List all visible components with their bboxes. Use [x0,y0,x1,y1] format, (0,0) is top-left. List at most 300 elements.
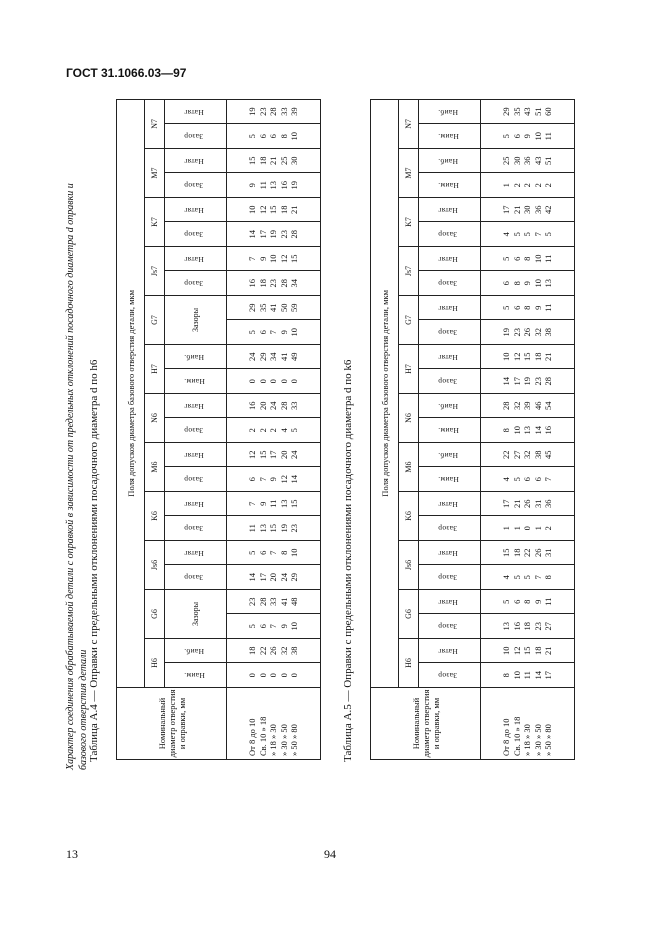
col-k6: K6 [145,492,165,541]
cell-value: 23 [247,597,258,606]
sub-zazor: Зазор [165,565,227,590]
cell-value: 36 [532,205,543,214]
cell-value: 6 [257,330,268,335]
cell-value: 10 [511,426,522,435]
sub-zazor: Зазор [165,271,227,296]
nom-dia-header: Номинальный диаметр отверстия и оправки, мм [371,688,481,760]
cell-value: 7 [543,477,554,482]
cell-value: 8 [501,673,512,678]
cell-value: 22 [257,646,268,655]
cell-value: 48 [289,597,300,606]
cell-value: 4 [501,477,512,482]
cell-value: 2 [522,183,533,188]
cell-value: 10 [268,254,279,263]
cell-value: 5 [247,134,258,139]
cell-value: 5 [247,330,258,335]
cell-value: 8 [278,550,289,555]
cell-value: 12 [247,450,258,459]
cell-value: 10 [532,254,543,263]
col-g7: G7 [145,296,165,345]
cell-value: 0 [289,673,300,678]
sub-natyag: Натяг [165,394,227,419]
cell-value: 14 [289,475,300,484]
cell-value: 34 [268,352,279,361]
page-number: 94 [324,847,336,861]
cell-value: 13 [278,499,289,508]
cell-value: 14 [501,377,512,386]
cell-value: 16 [543,426,554,435]
col-h7: H7 [399,345,419,394]
sub-zazory: Зазоры [165,590,227,639]
cell-value: 13 [257,524,268,533]
data-cell [481,99,575,124]
cell-value: 0 [268,673,279,678]
cell-value: 15 [289,254,300,263]
cell-value: 14 [532,671,543,680]
data-cell [227,99,321,124]
cell-value: 28 [278,279,289,288]
cell-value: 16 [247,401,258,410]
cell-value: 50 [278,303,289,312]
cell-value: 15 [289,499,300,508]
cell-value: 5 [522,232,533,237]
col-k6: K6 [399,492,419,541]
data-cell [227,663,321,688]
sub-zazor: Зазор [419,614,481,639]
cell-value: 19 [501,328,512,337]
cell-value: 12 [511,352,522,361]
sub-zazor: Зазор [419,663,481,688]
cell-value: 43 [522,107,533,116]
cell-value: 17 [543,671,554,680]
cell-value: 51 [543,156,554,165]
col-n7: N7 [399,99,419,148]
cell-value: 8 [522,256,533,261]
sub-zazor: Зазор [419,222,481,247]
cell-value: 4 [278,428,289,433]
cell-value: 6 [501,281,512,286]
data-cell [481,394,575,419]
col-m6: M6 [145,443,165,492]
cell-value: 8 [501,428,512,433]
col-h7: H7 [145,345,165,394]
cell-value: 5 [501,256,512,261]
cell-value: 17 [257,230,268,239]
cell-value: 32 [511,401,522,410]
cell-value: 9 [532,599,543,604]
cell-value: 5 [522,575,533,580]
cell-value: 10 [289,622,300,631]
data-cell [481,614,575,639]
data-cell [227,222,321,247]
cell-value: 34 [289,279,300,288]
cell-value: 0 [268,379,279,384]
cell-value: 33 [289,401,300,410]
table-a5 [370,100,575,760]
cell-value: 5 [247,624,258,629]
sub-natyag: Натяг [419,639,481,664]
cell-value: 26 [522,499,533,508]
cell-value: 16 [247,279,258,288]
data-cell [227,345,321,370]
cell-value: 39 [522,401,533,410]
cell-value: 29 [247,303,258,312]
cell-value: 38 [532,450,543,459]
col-m6: M6 [399,443,419,492]
cell-value: 23 [511,328,522,337]
data-cell [481,222,575,247]
cell-value: 28 [278,401,289,410]
cell-value: 20 [278,450,289,459]
sub-zazor: Зазор [165,124,227,149]
cell-value: 26 [532,548,543,557]
data-cell [481,369,575,394]
data-cell [481,149,575,174]
sub-naib: Наиб. [419,443,481,468]
table-a4 [116,100,321,760]
col-js6: Js6 [399,541,419,590]
col-n6: N6 [399,394,419,443]
cell-value: 0 [247,673,258,678]
data-cell [227,565,321,590]
cell-value: 29 [257,352,268,361]
table-a5-title: Таблица А.5 — Оправки с предельными отклонениями посадочного диаметра d по k6 [342,359,354,762]
cell-value: 7 [532,232,543,237]
sub-natyag: Натяг [165,443,227,468]
cell-value: 15 [522,646,533,655]
cell-value: 8 [522,599,533,604]
cell-value: 6 [511,134,522,139]
sub-natyag: Натяг [165,149,227,174]
row-labels: От 8 до 10 Св. 10 » 18 » 18 » 30 » 30 » 50 » 50 » 80 [481,688,575,760]
cell-value: 0 [522,526,533,531]
cell-value: 21 [511,499,522,508]
cell-value: 15 [257,450,268,459]
cell-value: 9 [278,624,289,629]
cell-value: 51 [532,107,543,116]
col-js7: Js7 [145,247,165,296]
sub-natyag: Натяг [165,247,227,272]
data-cell [227,369,321,394]
cell-value: 13 [543,279,554,288]
cell-value: 23 [532,622,543,631]
cell-value: 7 [247,501,258,506]
sub-naim: Наим. [165,369,227,394]
cell-value: 14 [247,230,258,239]
cell-value: 10 [532,132,543,141]
sub-natyag: Натяг [419,541,481,566]
cell-value: 19 [522,377,533,386]
cell-value: 2 [543,183,554,188]
cell-value: 2 [247,428,258,433]
col-g6: G6 [145,590,165,639]
cell-value: 30 [522,205,533,214]
cell-value: 1 [501,526,512,531]
sub-zazor: Зазор [165,222,227,247]
col-h6: H6 [399,639,419,688]
cell-value: 10 [501,352,512,361]
cell-value: 2 [268,428,279,433]
cell-value: 2 [532,183,543,188]
cell-value: 11 [268,499,279,508]
cell-value: 49 [289,352,300,361]
cell-value: 14 [247,573,258,582]
cell-value: 60 [543,107,554,116]
cell-value: 9 [257,256,268,261]
cell-value: 21 [543,646,554,655]
cell-value: 0 [257,379,268,384]
cell-value: 17 [511,377,522,386]
data-cell [227,541,321,566]
page-number-left: 13 [66,847,78,861]
sub-naim: Наим. [165,663,227,688]
col-k7: K7 [145,198,165,247]
cell-value: 16 [278,181,289,190]
cell-value: 13 [522,426,533,435]
cell-value: 6 [511,599,522,604]
cell-value: 13 [268,181,279,190]
cell-value: 11 [543,597,554,606]
cell-value: 28 [257,597,268,606]
cell-value: 11 [543,132,554,141]
data-cell [481,198,575,223]
sub-zazor: Зазор [165,173,227,198]
cell-value: 15 [501,548,512,557]
cell-value: 46 [532,401,543,410]
sub-zazor: Зазор [419,271,481,296]
cell-value: 2 [511,183,522,188]
cell-value: 18 [278,205,289,214]
data-cell [227,443,321,468]
cell-value: 19 [268,230,279,239]
sub-naim: Наим. [419,418,481,443]
sub-natyag: Натяг [419,247,481,272]
sub-natyag: Натяг [419,590,481,615]
cell-value: 23 [257,107,268,116]
cell-value: 5 [247,550,258,555]
cell-value: 24 [289,450,300,459]
cell-value: 21 [268,156,279,165]
cell-value: 17 [268,450,279,459]
cell-value: 8 [278,134,289,139]
col-n6: N6 [145,394,165,443]
data-cell [481,320,575,345]
cell-value: 32 [278,646,289,655]
cell-value: 30 [511,156,522,165]
caption: Характер соединения обрабатываемой детали с оправкой в зависимости от предельных отклонений посадочного диаметра d оправки и базового отверстия детали [65,183,89,770]
cell-value: 36 [522,156,533,165]
data-cell [227,467,321,492]
cell-value: 10 [289,548,300,557]
sub-natyag: Натяг [165,198,227,223]
cell-value: 14 [532,426,543,435]
cell-value: 5 [543,232,554,237]
data-cell [227,516,321,541]
cell-value: 10 [532,279,543,288]
cell-value: 28 [543,377,554,386]
cell-value: 15 [522,352,533,361]
cell-value: 7 [268,330,279,335]
cell-value: 1 [501,183,512,188]
cell-value: 59 [289,303,300,312]
cell-value: 27 [511,450,522,459]
data-cell [481,467,575,492]
cell-value: 9 [257,501,268,506]
cell-value: 13 [501,622,512,631]
cell-value: 7 [247,256,258,261]
cell-value: 7 [257,477,268,482]
doc-header: ГОСТ 31.1066.03—97 [66,66,187,80]
cell-value: 41 [278,597,289,606]
cell-value: 6 [511,256,522,261]
col-js7: Js7 [399,247,419,296]
cell-value: 28 [289,230,300,239]
data-cell [481,247,575,272]
data-cell [481,124,575,149]
cell-value: 15 [268,205,279,214]
cell-value: 0 [278,673,289,678]
cell-value: 1 [511,526,522,531]
cell-value: 18 [532,352,543,361]
col-g6: G6 [399,590,419,639]
sub-natyag: Натяг [165,99,227,124]
cell-value: 26 [522,328,533,337]
cell-value: 19 [247,107,258,116]
cell-value: 19 [289,181,300,190]
cell-value: 28 [501,401,512,410]
cell-value: 21 [511,205,522,214]
cell-value: 5 [511,477,522,482]
sub-naim: Наим. [419,173,481,198]
sub-naim: Наим. [419,467,481,492]
col-m7: M7 [145,149,165,198]
sub-zazor: Зазор [165,418,227,443]
cell-value: 12 [511,646,522,655]
table-a4-title: Таблица А.4 — Оправки с предельными отклонениями посадочного диаметра d по h6 [88,359,100,762]
cell-value: 31 [532,499,543,508]
sub-natyag: Натяг [419,492,481,517]
sub-naib: Наиб. [419,149,481,174]
cell-value: 24 [247,352,258,361]
sub-zazor: Зазор [419,565,481,590]
cell-value: 6 [532,477,543,482]
cell-value: 35 [257,303,268,312]
cell-value: 5 [501,305,512,310]
fields-header: Поля допусков диаметра базового отверстия детали, мкм [117,99,145,687]
data-cell [227,296,321,321]
data-cell [227,418,321,443]
cell-value: 27 [543,622,554,631]
cell-value: 0 [289,379,300,384]
cell-value: 0 [257,673,268,678]
cell-value: 10 [289,328,300,337]
cell-value: 4 [501,232,512,237]
data-cell [481,271,575,296]
data-cell [481,443,575,468]
cell-value: 5 [511,575,522,580]
cell-value: 9 [532,305,543,310]
cell-value: 22 [501,450,512,459]
cell-value: 18 [247,646,258,655]
sub-naib: Наиб. [419,99,481,124]
cell-value: 54 [543,401,554,410]
cell-value: 10 [501,646,512,655]
cell-value: 18 [522,622,533,631]
cell-value: 19 [278,524,289,533]
fields-header: Поля допусков диаметра базового отверстия детали, мкм [371,99,399,687]
data-cell [481,173,575,198]
cell-value: 18 [257,156,268,165]
cell-value: 11 [543,303,554,312]
col-h6: H6 [145,639,165,688]
cell-value: 0 [247,379,258,384]
cell-value: 20 [257,401,268,410]
data-cell [227,271,321,296]
sub-natyag: Натяг [165,541,227,566]
sub-natyag: Натяг [419,198,481,223]
sub-naib: Наиб. [165,345,227,370]
data-cell [227,124,321,149]
cell-value: 8 [543,575,554,580]
row-labels: От 8 до 10 Св. 10 » 18 » 18 » 30 » 30 » 50 » 50 » 80 [227,688,321,760]
data-cell [481,663,575,688]
sub-zazor: Зазор [165,516,227,541]
data-cell [227,614,321,639]
cell-value: 9 [268,477,279,482]
cell-value: 9 [247,183,258,188]
cell-value: 9 [278,330,289,335]
sub-zazor: Зазор [165,467,227,492]
cell-value: 12 [257,205,268,214]
sub-zazor: Зазор [419,369,481,394]
cell-value: 38 [289,646,300,655]
cell-value: 21 [289,205,300,214]
sub-natyag: Натяг [165,492,227,517]
cell-value: 6 [257,134,268,139]
cell-value: 5 [511,232,522,237]
cell-value: 24 [268,401,279,410]
sub-natyag: Натяг [419,345,481,370]
sub-zazor: Зазор [419,516,481,541]
data-cell [227,247,321,272]
cell-value: 25 [278,156,289,165]
cell-value: 36 [543,499,554,508]
data-cell [481,516,575,541]
data-cell [481,492,575,517]
cell-value: 6 [268,134,279,139]
data-cell [481,345,575,370]
cell-value: 5 [289,428,300,433]
cell-value: 6 [522,477,533,482]
cell-value: 32 [522,450,533,459]
data-cell [481,590,575,615]
cell-value: 23 [532,377,543,386]
cell-value: 6 [511,305,522,310]
cell-value: 15 [268,524,279,533]
cell-value: 12 [278,475,289,484]
cell-value: 11 [247,524,258,533]
cell-value: 17 [501,205,512,214]
cell-value: 21 [543,352,554,361]
sub-naib: Наиб. [419,394,481,419]
sub-zazory: Зазоры [165,296,227,345]
cell-value: 22 [522,548,533,557]
data-cell [481,541,575,566]
sub-zazor: Зазор [419,320,481,345]
cell-value: 7 [268,550,279,555]
col-js6: Js6 [145,541,165,590]
cell-value: 10 [247,205,258,214]
